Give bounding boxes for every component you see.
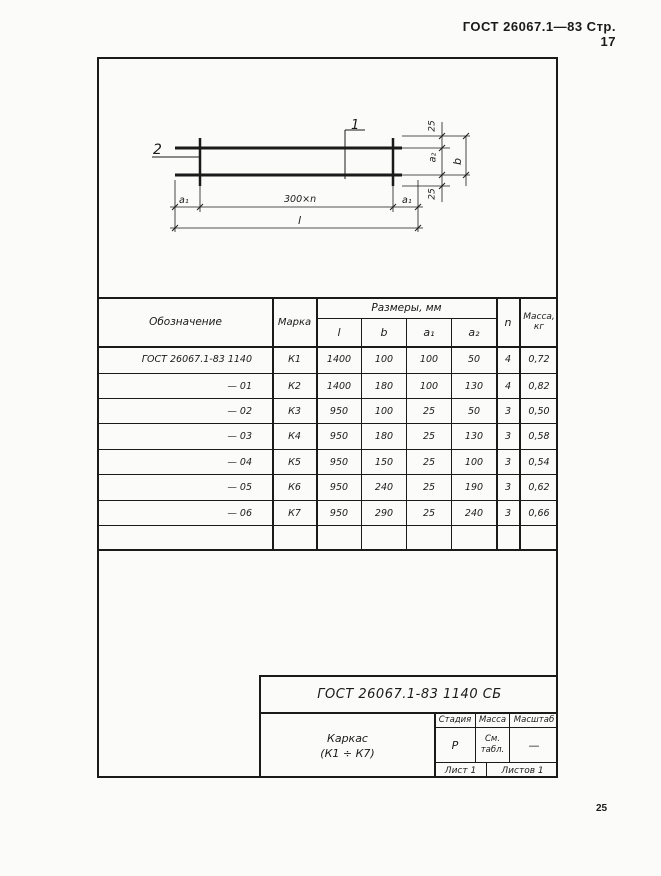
cell-b: 150 bbox=[374, 457, 394, 468]
scale-value: — bbox=[528, 738, 540, 752]
cell-b: 100 bbox=[374, 406, 394, 417]
cell-l: 950 bbox=[329, 431, 349, 442]
cell-n: 4 bbox=[504, 354, 512, 365]
cell-a2: 130 bbox=[464, 381, 484, 392]
th-mark: Марка bbox=[277, 316, 312, 328]
cell-mass: 0,54 bbox=[528, 457, 550, 468]
cell-l: 950 bbox=[329, 406, 349, 417]
cell-b: 240 bbox=[374, 482, 394, 493]
th-l: l bbox=[337, 326, 341, 339]
cell-mark: К1 bbox=[288, 354, 301, 365]
cell-l: 950 bbox=[329, 457, 349, 468]
cell-a1: 100 bbox=[419, 354, 439, 365]
table-bottom-rule bbox=[97, 549, 558, 551]
page-header: ГОСТ 26067.1—83 Стр. 17 bbox=[462, 19, 616, 49]
dim-b: b bbox=[450, 158, 464, 165]
cell-mark: К5 bbox=[288, 457, 301, 468]
cell-designation: — 02 bbox=[227, 406, 252, 417]
cell-mass: 0,62 bbox=[528, 482, 550, 493]
cell-l: 1400 bbox=[326, 354, 352, 365]
cell-n: 3 bbox=[504, 457, 512, 468]
callout-1: 1 bbox=[351, 118, 360, 133]
cell-n: 3 bbox=[504, 482, 512, 493]
th-sizes: Размеры, мм bbox=[371, 302, 442, 314]
dim-top-gap: 25 bbox=[427, 120, 438, 132]
cell-mark: К7 bbox=[288, 508, 301, 519]
item-name bbox=[261, 714, 434, 778]
stage-value: Р bbox=[451, 738, 459, 752]
mass-label: Масса bbox=[478, 715, 507, 725]
dim-spacing: 300×n bbox=[284, 194, 317, 205]
cell-a2: 130 bbox=[464, 431, 484, 442]
cell-a1: 25 bbox=[422, 431, 436, 442]
cell-l: 950 bbox=[329, 482, 349, 493]
cell-mark: К6 bbox=[288, 482, 301, 493]
cell-a2: 240 bbox=[464, 508, 484, 519]
cell-designation: — 06 bbox=[227, 508, 252, 519]
cell-b: 290 bbox=[374, 508, 394, 519]
item-name-line1: Каркас bbox=[327, 732, 368, 745]
cell-a1: 25 bbox=[422, 406, 436, 417]
callout-2: 2 bbox=[153, 142, 162, 158]
cell-mass: 0,72 bbox=[528, 354, 550, 365]
cell-mark: К4 bbox=[288, 431, 301, 442]
item-name-line2: (К1 ÷ К7) bbox=[320, 747, 375, 760]
th-mass: Масса, кг bbox=[523, 312, 555, 332]
cell-l: 950 bbox=[329, 508, 349, 519]
cell-mass: 0,50 bbox=[528, 406, 550, 417]
mass-value-line2: табл. bbox=[480, 745, 505, 755]
sheet-number: Лист 1 bbox=[444, 765, 477, 776]
cell-a2: 190 bbox=[464, 482, 484, 493]
cell-designation: — 05 bbox=[227, 482, 252, 493]
cell-b: 180 bbox=[374, 431, 394, 442]
th-a1: a₁ bbox=[423, 326, 435, 339]
cell-designation: ГОСТ 26067.1-83 1140 bbox=[141, 354, 252, 365]
cell-a1: 25 bbox=[422, 457, 436, 468]
cell-b: 100 bbox=[374, 354, 394, 365]
cell-designation: — 03 bbox=[227, 431, 252, 442]
cell-mass: 0,58 bbox=[528, 431, 550, 442]
cell-mass: 0,82 bbox=[528, 381, 550, 392]
cell-n: 4 bbox=[504, 381, 512, 392]
cell-a1: 25 bbox=[422, 482, 436, 493]
doc-code: ГОСТ 26067.1-83 1140 СБ bbox=[317, 687, 502, 702]
dim-length: l bbox=[298, 214, 302, 227]
th-b: b bbox=[380, 326, 388, 339]
th-designation: Обозначение bbox=[149, 316, 222, 328]
dim-a1-right: a₁ bbox=[402, 195, 412, 206]
dim-a1-left: a₁ bbox=[179, 195, 189, 206]
cell-a2: 50 bbox=[467, 354, 481, 365]
th-a2: a₂ bbox=[468, 326, 480, 339]
cell-designation: — 04 bbox=[227, 457, 252, 468]
th-n: n bbox=[504, 315, 512, 329]
stage-label: Стадия bbox=[438, 715, 472, 725]
cell-b: 180 bbox=[374, 381, 394, 392]
mass-value-line1: См. bbox=[484, 734, 501, 744]
cell-mark: К3 bbox=[288, 406, 301, 417]
cell-a1: 25 bbox=[422, 508, 436, 519]
cell-a2: 50 bbox=[467, 406, 481, 417]
cell-n: 3 bbox=[504, 508, 512, 519]
cell-l: 1400 bbox=[326, 381, 352, 392]
cell-n: 3 bbox=[504, 406, 512, 417]
scale-label: Масштаб bbox=[513, 715, 555, 725]
dim-bottom-gap: 25 bbox=[427, 188, 438, 200]
dim-a2: a₂ bbox=[427, 152, 439, 163]
cell-a2: 100 bbox=[464, 457, 484, 468]
cell-n: 3 bbox=[504, 431, 512, 442]
mass-value bbox=[476, 728, 509, 762]
cell-mass: 0,66 bbox=[528, 508, 550, 519]
cell-mark: К2 bbox=[288, 381, 301, 392]
sheets-total: Листов 1 bbox=[501, 765, 544, 776]
cell-designation: — 01 bbox=[227, 381, 252, 392]
cell-a1: 100 bbox=[419, 381, 439, 392]
page-number: 25 bbox=[596, 803, 608, 814]
